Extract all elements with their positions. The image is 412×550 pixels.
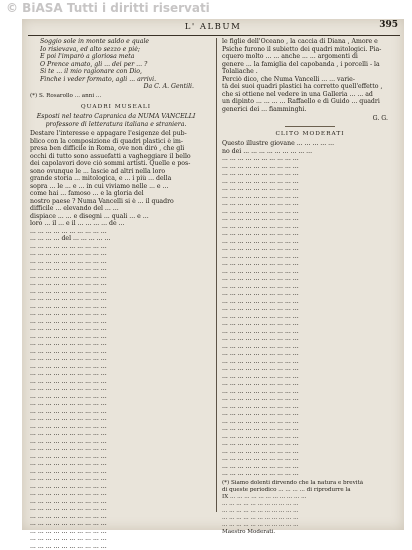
text-line: ... ... ... ... ... ... ... ... ... ... ... [222,515,398,522]
text-line: ... ... ... ... ... ... ... ... ... ... [30,430,202,438]
text-line: ... ... ... ... ... ... ... ... ... ... [222,200,398,208]
text-line: ... ... ... ... ... ... ... ... ... ... [30,490,202,498]
text-line: ... ... ... ... ... ... ... ... ... ... [222,410,398,418]
right-column [222,38,398,536]
text-line: ... ... ... ... ... ... ... ... ... ... [222,163,398,171]
article-continuation [222,38,398,113]
text-line: ... ... ... ... ... ... ... ... ... ... [222,440,398,448]
text-line: ... ... ... ... del ... ... ... ... ... [30,235,202,243]
article-body [30,130,202,550]
text-line: ... ... ... ... ... ... ... ... ... ... [30,318,202,326]
text-line: ... ... ... ... ... ... ... ... ... ... [222,470,398,478]
text-line: ... ... ... ... ... ... ... ... ... ... [222,223,398,231]
text-line: ... ... ... ... ... ... ... ... ... ... [222,373,398,381]
text-line: ... ... ... ... ... ... ... ... ... ... [30,348,202,356]
text-line: ... ... ... ... ... ... ... ... ... ... [30,258,202,266]
text-line: ... ... ... ... ... ... ... ... ... ... [30,280,202,288]
header-rule [28,35,400,36]
text-line: ... ... ... ... ... ... ... ... ... ... [30,543,202,550]
text-line: ... ... ... ... ... ... ... ... ... ... [30,520,202,528]
column-divider [216,38,217,512]
text-line: ... ... ... ... ... ... ... ... ... ... [222,358,398,366]
publication-title: L' ALBUM [22,22,404,32]
text-line: sono ovunque le ... lascie ad altri nella loro [30,168,202,176]
text-line: ... ... ... ... ... ... ... ... ... ... [30,325,202,333]
text-line: Maestro Moderati. [222,529,398,536]
text-line: occhi di tutto sono assuefatti a vagheggiare il bello [30,153,202,161]
text-line: ... ... ... ... ... ... ... ... ... ... [222,455,398,463]
text-line: ... ... ... ... ... ... ... ... ... ... [222,328,398,336]
text-line: Perciò dico, che Numa Vancelli ... ... varie- [222,76,398,84]
text-line: ... ... ... ... ... ... ... ... ... ... [30,288,202,296]
text-line: ... ... ... ... ... ... ... ... ... ... ... [222,501,398,508]
text-line: ... ... ... ... ... ... ... ... ... ... [30,243,202,251]
text-line: ... ... ... ... ... ... ... ... ... ... [30,363,202,371]
text-line: ... ... ... ... ... ... ... ... ... ... [30,505,202,513]
section-title: QUADRI MUSEALI [30,104,202,112]
poem-line: Si te ... il mio ragionare con Dio, [40,68,202,76]
footnote [222,480,398,536]
lead-line: Esposti nel teatro Capranica da NUMA VANCELLI [30,113,202,121]
text-line: nostro paese ? Numa Vancelli si è ... il quadro [30,198,202,206]
text-line: ... ... ... ... ... ... ... ... ... ... [30,468,202,476]
text-line: ... ... ... ... ... ... ... ... ... ... [30,333,202,341]
text-line: un dipinto ... ... ... ... Raffaello e di Guido ... quadri [222,98,398,106]
text-line: ... ... ... ... ... ... ... ... ... ... [30,528,202,536]
text-line: ... ... ... ... ... ... ... ... ... ... [222,253,398,261]
page-number: 395 [379,20,398,30]
poem-line: O Prence amato, gli ... dei per ... ? [40,61,202,69]
poem-signature: Da C. A. Gentili. [30,83,202,91]
text-line: Questo illustre giovane ... ... ... ... ... [222,140,398,148]
text-line: presa ben difficile in Roma, ove non dirò , che gli [30,145,202,153]
text-line: ... ... ... ... ... ... ... ... ... ... [222,335,398,343]
text-line: tà dei suoi quadri plastici ha corretto quell'effetto , [222,83,398,91]
text-line: ... ... ... ... ... ... ... ... ... ... [222,388,398,396]
text-line: grande storia ... mitologica, e ... i più ... della [30,175,202,183]
text-line: ... ... ... ... ... ... ... ... ... ... [222,275,398,283]
text-line: che si ottiene nel vedere in una Galleria ... ... ad [222,91,398,99]
text-line: ... ... ... ... ... ... ... ... ... ... [30,453,202,461]
text-line: ... ... ... ... ... ... ... ... ... ... [30,498,202,506]
text-line: ... ... ... ... ... ... ... ... ... ... [222,403,398,411]
poem-line: Finche i veder formato, agli ... arrivi. [40,76,202,84]
text-line: ... ... ... ... ... ... ... ... ... ... [222,238,398,246]
text-line: ... ... ... ... ... ... ... ... ... ... [30,228,202,236]
text-line: ... ... ... ... ... ... ... ... ... ... [30,445,202,453]
text-line: di queste periodico ... ... ... ... di riprodurre la [222,487,398,494]
watermark-banner [0,0,412,16]
text-line: ... ... ... ... ... ... ... ... ... ... [30,415,202,423]
text-line: IX ... ... ... ... ... ... ... ... ... ... ... [222,494,398,501]
text-line: ... ... ... ... ... ... ... ... ... ... [30,265,202,273]
text-line: ... ... ... ... ... ... ... ... ... ... [222,433,398,441]
text-line: ... ... ... ... ... ... ... ... ... ... [222,215,398,223]
text-line: loro ... il ... e il ... ... ... ... de ... [30,220,202,228]
text-line: ... ... ... ... ... ... ... ... ... ... [222,350,398,358]
separator [285,126,335,127]
text-line: ... ... ... ... ... ... ... ... ... ... [222,260,398,268]
text-line: ... ... ... ... ... ... ... ... ... ... [30,535,202,543]
text-line: ... ... ... ... ... ... ... ... ... ... [222,230,398,238]
text-line: ... ... ... ... ... ... ... ... ... ... [30,355,202,363]
text-line: no dei ... ... ... ... ... ... ... ... ... [222,148,398,156]
text-line: ... ... ... ... ... ... ... ... ... ... [30,408,202,416]
text-line: ... ... ... ... ... ... ... ... ... ... [222,170,398,178]
text-line: ... ... ... ... ... ... ... ... ... ... [30,460,202,468]
text-line: ... ... ... ... ... ... ... ... ... ... [222,298,398,306]
text-line: ... ... ... ... ... ... ... ... ... ... [30,310,202,318]
text-line: ... ... ... ... ... ... ... ... ... ... [30,250,202,258]
text-line: Tolaliache . [222,68,398,76]
footnote: (*) S. Rosarollo ... anni ... [30,93,202,100]
text-line: ... ... ... ... ... ... ... ... ... ... [222,283,398,291]
text-line: ... ... ... ... ... ... ... ... ... ... [30,438,202,446]
text-line: ... ... ... ... ... ... ... ... ... ... ... [222,522,398,529]
text-line: ... ... ... ... ... ... ... ... ... ... [222,343,398,351]
text-line: ... ... ... ... ... ... ... ... ... ... [222,425,398,433]
text-line: ... ... ... ... ... ... ... ... ... ... [222,185,398,193]
watermark-text: © BiASA Tutti i diritti riservati [6,1,210,15]
lead-line: professore di letteratura italiana e straniera. [30,121,202,129]
text-line: blico con la composizione di quadri plastici è im- [30,138,202,146]
article-body [222,140,398,478]
text-line: ... ... ... ... ... ... ... ... ... ... [222,365,398,373]
text-line: difficile ... elevando del ... ... [30,205,202,213]
text-line: genere ... la famiglia del capobanda , i porcelli - la [222,61,398,69]
text-line: ... ... ... ... ... ... ... ... ... ... [222,463,398,471]
text-line: le figlie dell'Oceano , la caccia di Diana , Amore e [222,38,398,46]
text-line: ... ... ... ... ... ... ... ... ... ... [30,475,202,483]
text-line: ... ... ... ... ... ... ... ... ... ... [30,340,202,348]
text-line: ... ... ... ... ... ... ... ... ... ... [30,273,202,281]
left-column [30,38,202,550]
section-title: CLITO MODERATI [222,131,398,139]
text-line: ... ... ... ... ... ... ... ... ... ... [30,513,202,521]
text-line: dei capolavori dove ciò sommi artisti. Quelle e pos- [30,160,202,168]
text-line: ... ... ... ... ... ... ... ... ... ... [222,313,398,321]
text-line: Psiche furono il subietto dei quadri mitologici. Pia- [222,46,398,54]
text-line: cquero molto ... ... anche ... ... argomenti di [222,53,398,61]
text-line: ... ... ... ... ... ... ... ... ... ... [30,483,202,491]
text-line: generici dei ... fiamminghi. [222,106,398,114]
text-line: ... ... ... ... ... ... ... ... ... ... [222,208,398,216]
author-initials: G. G. [222,115,398,123]
text-line: ... ... ... ... ... ... ... ... ... ... [30,378,202,386]
poem-line: Io risievava, ed alto sezzo e piè; [40,46,202,54]
text-line: ... ... ... ... ... ... ... ... ... ... [30,303,202,311]
poem-line: Soggio sole in monte saldo e quale [40,38,202,46]
article-lead [30,113,202,128]
text-line: dispiace ... ... e disegni ... quali ... e ... [30,213,202,221]
poem-line: E poi l'imparò a gloriosa meta [40,53,202,61]
text-line: ... ... ... ... ... ... ... ... ... ... [222,178,398,186]
text-line: sopra ... le ... e ... in cui viviamo nelle ... e ... [30,183,202,191]
text-line: ... ... ... ... ... ... ... ... ... ... [222,268,398,276]
text-line: ... ... ... ... ... ... ... ... ... ... [222,193,398,201]
text-line: ... ... ... ... ... ... ... ... ... ... [222,380,398,388]
text-line: ... ... ... ... ... ... ... ... ... ... [30,423,202,431]
text-line: ... ... ... ... ... ... ... ... ... ... [30,370,202,378]
running-head [22,22,404,36]
text-line: ... ... ... ... ... ... ... ... ... ... [222,448,398,456]
text-line: ... ... ... ... ... ... ... ... ... ... [30,400,202,408]
text-line: ... ... ... ... ... ... ... ... ... ... [222,245,398,253]
text-line: ... ... ... ... ... ... ... ... ... ... [222,305,398,313]
text-line: ... ... ... ... ... ... ... ... ... ... [222,418,398,426]
text-line: (*) Siamo dolenti dirvendo che la natura e brevità [222,480,398,487]
text-line: ... ... ... ... ... ... ... ... ... ... [222,155,398,163]
poem [30,38,202,83]
text-line: ... ... ... ... ... ... ... ... ... ... [30,295,202,303]
text-line: ... ... ... ... ... ... ... ... ... ... [222,290,398,298]
text-line: ... ... ... ... ... ... ... ... ... ... ... [222,508,398,515]
text-line: ... ... ... ... ... ... ... ... ... ... [30,393,202,401]
text-line: ... ... ... ... ... ... ... ... ... ... [222,395,398,403]
text-line: ... ... ... ... ... ... ... ... ... ... [222,320,398,328]
text-line: come hai ... famoso ... e la gloria del [30,190,202,198]
text-line: Destare l'interesse e appagare l'esigenze del pub- [30,130,202,138]
text-line: ... ... ... ... ... ... ... ... ... ... [30,385,202,393]
